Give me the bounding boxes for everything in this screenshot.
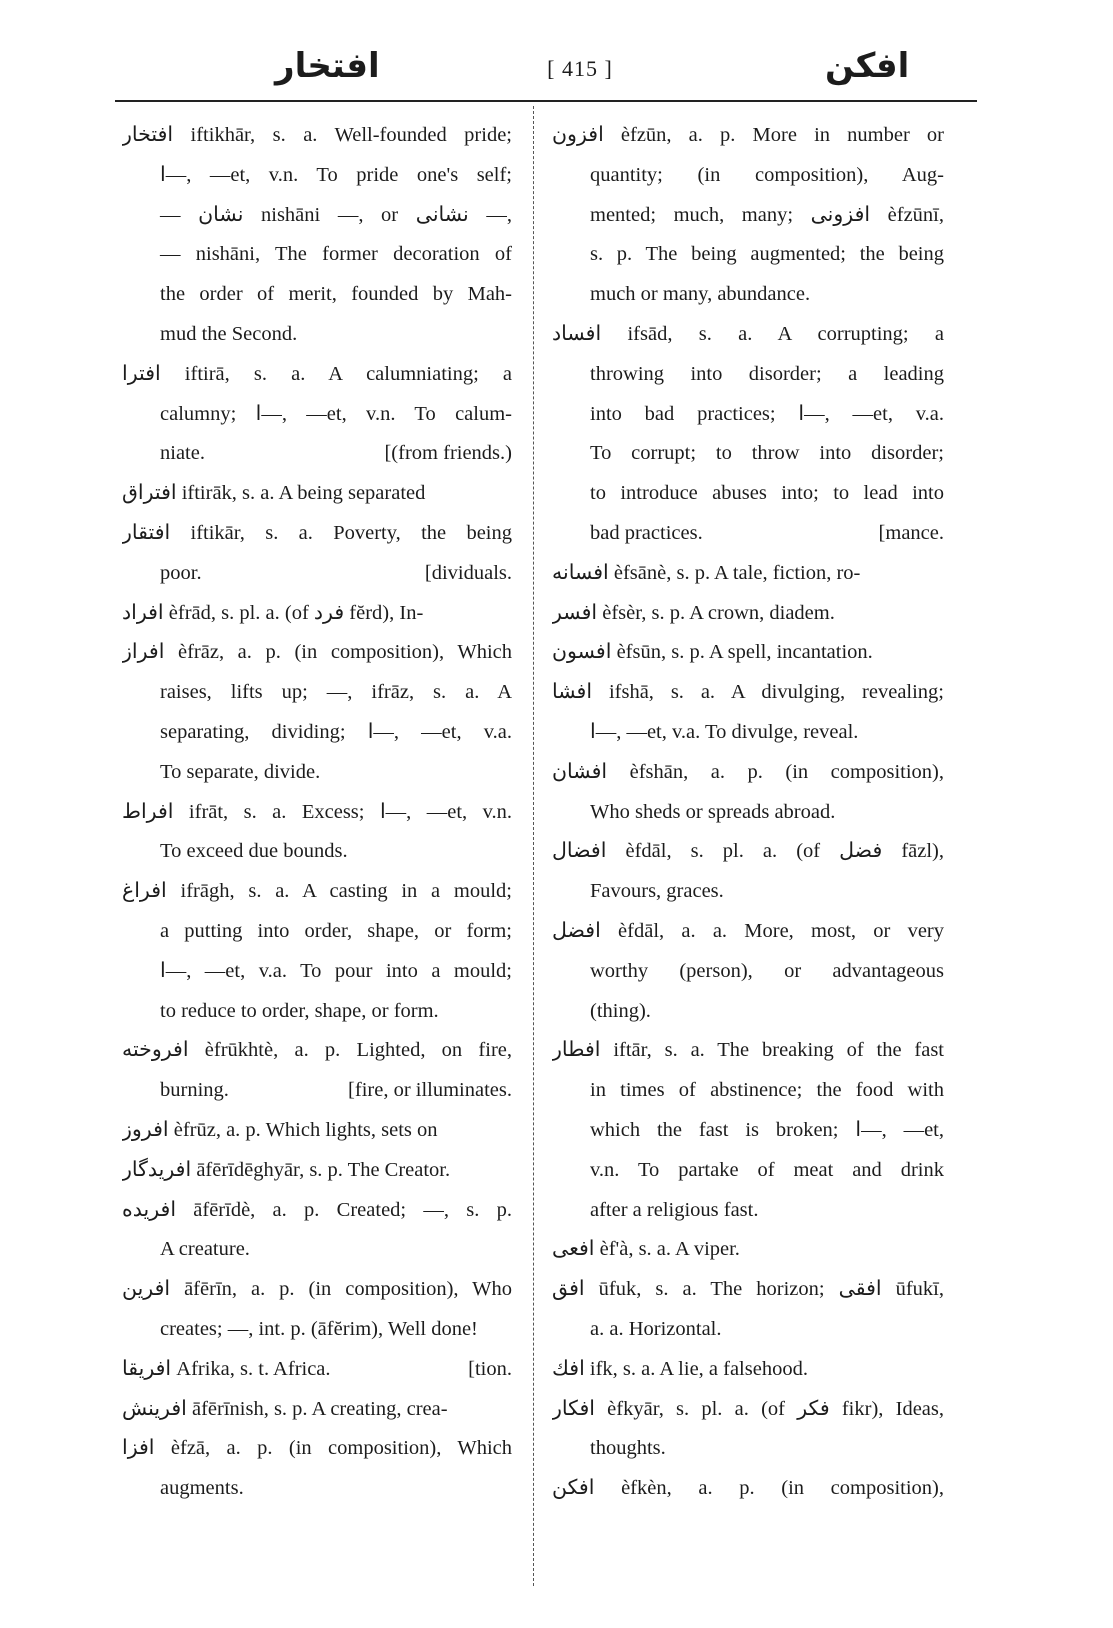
line-text: افزون èfzūn, a. p. More in number or (552, 124, 944, 146)
line-text: افرین āfērīn, a. p. (in composition), Who (122, 1278, 512, 1301)
entry-continuation-line (122, 235, 512, 275)
line-text: niate. (160, 442, 205, 465)
line-text: افراغ ifrāgh, s. a. A casting in a mould; (122, 880, 512, 903)
entry-headword-line (552, 315, 944, 355)
line-text: ا—, —et, v.a. To pour into a mould; (160, 959, 512, 982)
line-text: افشان èfshān, a. p. (in composition), (552, 760, 944, 783)
entry-continuation-line (552, 196, 944, 236)
entry-headword-line (552, 1230, 944, 1270)
entry-headword-line (552, 1270, 944, 1310)
left-column (122, 116, 512, 1509)
line-text: افسانه èfsānè, s. p. A tale, fiction, ro- (552, 561, 861, 584)
carried-over-text: [mance. (878, 521, 944, 544)
line-text: افتراق iftirāk, s. a. A being separated (122, 482, 426, 505)
line-text: افتخار iftikhār, s. a. Well-founded pride; (122, 124, 512, 146)
entry-continuation-line (122, 196, 512, 236)
line-text: to introduce abuses into; to lead into (590, 482, 944, 505)
line-text: افتقار iftikār, s. a. Poverty, the being (122, 521, 512, 544)
line-text: (thing). (590, 999, 651, 1022)
line-text: worthy (person), or advantageous (590, 959, 944, 982)
entry-headword-line (122, 1111, 512, 1151)
page-number: [ 415 ] (547, 56, 613, 81)
line-text: bad practices. (590, 521, 703, 544)
entry-continuation-line (552, 156, 944, 196)
line-text: the order of merit, founded by Mah- (160, 283, 512, 306)
line-text: افساد ifsād, s. a. A corrupting; a (552, 322, 944, 345)
entry-continuation-line (122, 753, 512, 793)
line-text: much or many, abundance. (590, 283, 811, 306)
entry-continuation-line (122, 992, 512, 1032)
line-text: raises, lifts up; —, ifrāz, s. a. A (160, 681, 512, 704)
entry-continuation-line (552, 952, 944, 992)
line-text: mud the Second. (160, 322, 298, 345)
line-text: افروز èfrūz, a. p. Which lights, sets on (122, 1118, 438, 1141)
entry-continuation-line (122, 395, 512, 435)
entry-continuation-line (122, 713, 512, 753)
entry-headword-line (122, 793, 512, 833)
line-text: s. p. The being augmented; the being (590, 243, 944, 266)
line-text: into bad practices; ا—, —et, v.a. (590, 402, 944, 425)
entry-headword-line (552, 832, 944, 872)
line-text: افكن èfkèn, a. p. (in composition), (552, 1477, 944, 1500)
header-rule (115, 100, 977, 102)
entry-continuation-line (122, 1071, 512, 1111)
line-text: Favours, graces. (590, 880, 724, 903)
line-text: افعی èf'à, s. a. A viper. (552, 1238, 740, 1261)
entry-headword-line (552, 912, 944, 952)
line-text: افراز èfrāz, a. p. (in composition), Which (122, 641, 512, 664)
line-text: افزا èfzā, a. p. (in composition), Which (122, 1437, 512, 1460)
entry-continuation-line (122, 156, 512, 196)
line-text: افترا iftirā, s. a. A calumniating; a (122, 362, 512, 385)
entry-headword-line (122, 1151, 512, 1191)
entry-headword-line (122, 1350, 512, 1390)
line-text: افریده āfērīdè, a. p. Created; —, s. p. (122, 1198, 512, 1221)
entry-continuation-line (122, 673, 512, 713)
line-text: in times of abstinence; the food with (590, 1079, 944, 1102)
entry-headword-line (122, 1191, 512, 1231)
line-text: A creature. (160, 1238, 250, 1261)
entry-continuation-line (122, 275, 512, 315)
entry-continuation-line (552, 1310, 944, 1350)
entry-continuation-line (122, 1310, 512, 1350)
carried-over-text: [fire, or illuminates. (348, 1079, 512, 1102)
left-running-headword: افتخار (275, 46, 380, 86)
line-text: افروخته èfrūkhtè, a. p. Lighted, on fire, (122, 1039, 512, 1062)
entry-continuation-line (552, 275, 944, 315)
entry-continuation-line (552, 1071, 944, 1111)
line-text: افریقا Afrika, s. t. Africa. (122, 1357, 331, 1380)
entry-continuation-line (552, 355, 944, 395)
entry-headword-line (552, 753, 944, 793)
carried-over-text: [tion. (468, 1357, 512, 1380)
line-text: افراط ifrāt, s. a. Excess; ا—, —et, v.n. (122, 800, 512, 823)
line-text: افسون èfsūn, s. p. A spell, incantation. (552, 641, 873, 664)
carried-over-text: [dividuals. (424, 561, 512, 584)
entry-headword-line (122, 474, 512, 514)
entry-headword-line (122, 1270, 512, 1310)
entry-continuation-line (552, 395, 944, 435)
line-text: افك ifk, s. a. A lie, a falsehood. (552, 1357, 808, 1380)
entry-headword-line (122, 1031, 512, 1071)
line-text: a. a. Horizontal. (590, 1317, 722, 1340)
line-text: separating, dividing; ا—, —et, v.a. (160, 720, 512, 743)
entry-continuation-line (552, 1429, 944, 1469)
entry-headword-line (122, 594, 512, 634)
entry-continuation-line (122, 1469, 512, 1509)
entry-continuation-line (552, 872, 944, 912)
entry-continuation-line (552, 514, 944, 554)
line-text: which the fast is broken; ا—, —et, (590, 1118, 944, 1141)
entry-headword-line (552, 633, 944, 673)
line-text: ا—, —et, v.n. To pride one's self; (160, 163, 512, 186)
line-text: ا—, —et, v.a. To divulge, reveal. (590, 720, 859, 743)
column-divider (533, 106, 534, 1586)
entry-continuation-line (552, 992, 944, 1032)
line-text: augments. (160, 1477, 244, 1500)
line-text: افراد èfrād, s. pl. a. (of فرد fĕrd), In- (122, 601, 424, 624)
entry-headword-line (122, 355, 512, 395)
entry-continuation-line (122, 315, 512, 355)
line-text: — نشان nishāni —, or نشانی —, (160, 203, 512, 226)
line-text: — nishāni, The former decoration of (160, 243, 512, 266)
right-running-headword: افکن (825, 46, 910, 86)
line-text: To exceed due bounds. (160, 840, 348, 863)
line-text: mented; much, many; افزونی èfzūnī, (590, 203, 944, 226)
carried-over-text: [(from friends.) (384, 442, 512, 465)
entry-continuation-line (122, 554, 512, 594)
line-text: a putting into order, shape, or form; (160, 919, 512, 942)
line-text: افق ūfuk, s. a. The horizon; افقی ūfukī, (552, 1278, 944, 1301)
entry-headword-line (552, 1469, 944, 1509)
entry-continuation-line (552, 1151, 944, 1191)
entry-headword-line (552, 1350, 944, 1390)
entry-continuation-line (552, 474, 944, 514)
line-text: افضال èfdāl, s. pl. a. (of فضل fāzl), (552, 840, 944, 863)
entry-headword-line (552, 116, 944, 156)
line-text: creates; —, int. p. (āfĕrim), Well done! (160, 1317, 478, 1340)
line-text: calumny; ا—, —et, v.n. To calum- (160, 402, 512, 425)
entry-continuation-line (552, 1191, 944, 1231)
entry-headword-line (122, 1429, 512, 1469)
line-text: To separate, divide. (160, 760, 321, 783)
line-text: To corrupt; to throw into disorder; (590, 442, 944, 465)
entry-continuation-line (552, 434, 944, 474)
entry-headword-line (552, 1031, 944, 1071)
line-text: quantity; (in composition), Aug- (590, 163, 944, 186)
entry-continuation-line (552, 713, 944, 753)
line-text: افكار èfkyār, s. pl. a. (of فكر fikr), Ideas, (552, 1397, 944, 1420)
line-text: افشا ifshā, s. a. A divulging, revealing; (552, 681, 944, 704)
entry-continuation-line (122, 1230, 512, 1270)
line-text: thoughts. (590, 1437, 666, 1460)
entry-headword-line (122, 872, 512, 912)
line-text: افطار iftār, s. a. The breaking of the fast (552, 1039, 944, 1062)
line-text: افسر èfsèr, s. p. A crown, diadem. (552, 601, 835, 624)
line-text: throwing into disorder; a leading (590, 362, 944, 385)
page-header (115, 40, 975, 100)
entry-continuation-line (552, 793, 944, 833)
entry-headword-line (552, 594, 944, 634)
entry-continuation-line (122, 434, 512, 474)
line-text: after a religious fast. (590, 1198, 759, 1221)
line-text: burning. (160, 1079, 229, 1102)
entry-continuation-line (122, 912, 512, 952)
line-text: v.n. To partake of meat and drink (590, 1158, 944, 1181)
entry-continuation-line (552, 1111, 944, 1151)
line-text: افریدگار āfērīdēghyār, s. p. The Creator. (122, 1158, 451, 1181)
line-text: افضل èfdāl, a. a. More, most, or very (552, 919, 944, 942)
entry-headword-line (552, 1390, 944, 1430)
right-column (552, 116, 944, 1509)
entry-continuation-line (122, 832, 512, 872)
entry-headword-line (122, 1390, 512, 1430)
entry-headword-line (552, 554, 944, 594)
entry-continuation-line (122, 952, 512, 992)
entry-headword-line (122, 116, 512, 156)
entry-continuation-line (552, 235, 944, 275)
entry-headword-line (552, 673, 944, 713)
line-text: Who sheds or spreads abroad. (590, 800, 836, 823)
entry-headword-line (122, 633, 512, 673)
entry-headword-line (122, 514, 512, 554)
line-text: افرینش āfērīnish, s. p. A creating, crea- (122, 1397, 448, 1420)
line-text: poor. (160, 561, 202, 584)
line-text: to reduce to order, shape, or form. (160, 999, 439, 1022)
